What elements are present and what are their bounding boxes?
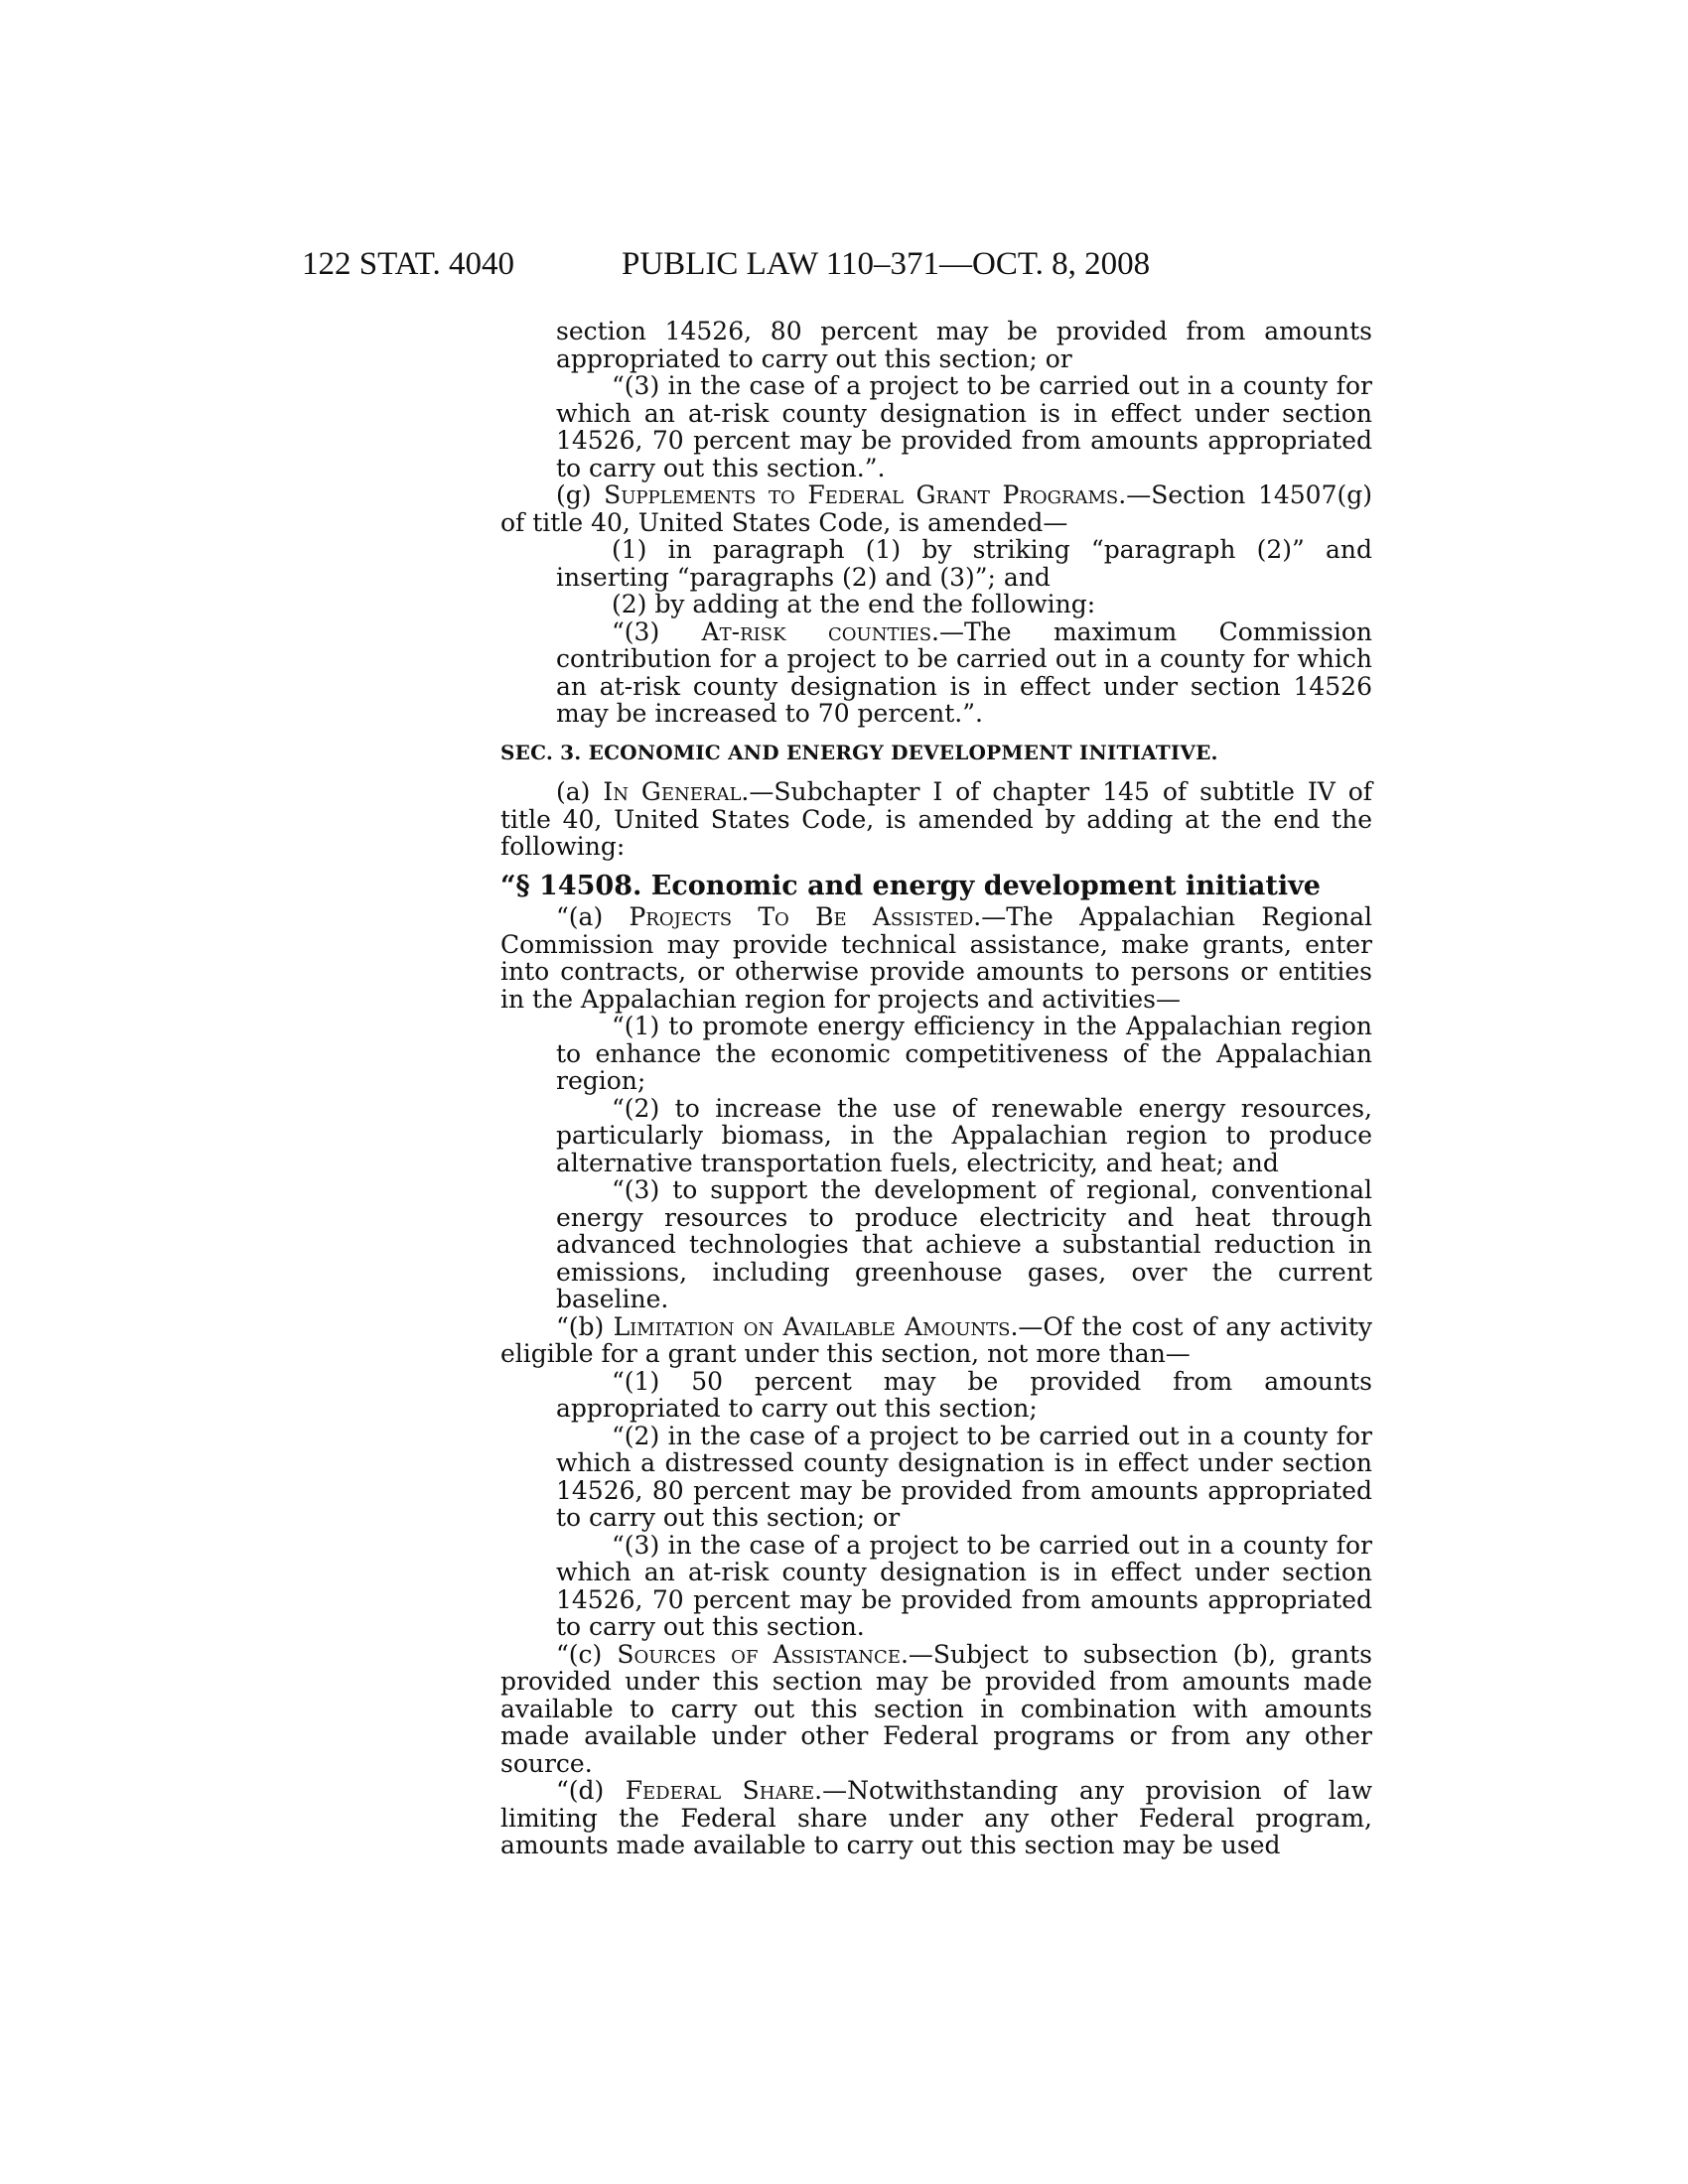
paragraph-g1: (1) in paragraph (1) by striking “paragraph (2)” and inserting “paragraphs (2) and (3)”; and xyxy=(556,535,1372,592)
subsection-14508-c xyxy=(500,1641,1372,1778)
subsection-14508-a-text: —The Appalachian Regional Commission may provide technical assistance, make grants, enter into contracts, or otherwise provide amounts to persons or entities in the Appalachian region for projects and activities— xyxy=(500,902,1373,1014)
subsection-a-text: —Subchapter I of chapter 145 of subtitle IV of title 40, United States Code, is amended by adding at the end the following: xyxy=(500,777,1372,861)
subsection-a-lead: (a) xyxy=(556,777,604,806)
subsection-14508-c-heading: Sources of Assistance. xyxy=(617,1639,909,1669)
section-3-heading: SEC. 3. ECONOMIC AND ENERGY DEVELOPMENT INITIATIVE. xyxy=(500,740,1218,764)
subsection-14508-d xyxy=(500,1777,1372,1859)
paragraph-a2: “(2) to increase the use of renewable energy resources, particularly biomass, in the Appalachian region to produce alternative transportation fuels, electricity, and heat; and xyxy=(556,1093,1372,1177)
subsection-g xyxy=(500,481,1372,536)
subsection-14508-b-lead: “(b) xyxy=(556,1311,614,1341)
subsection-g-lead: (g) xyxy=(556,480,605,509)
subsection-14508-a-lead: “(a) xyxy=(556,902,630,931)
subsection-14508-b-text: —Of the cost of any activity eligible for a grant under this section, not more than— xyxy=(500,1311,1373,1368)
subsection-14508-d-lead: “(d) xyxy=(556,1776,626,1805)
subsection-a xyxy=(500,778,1372,861)
document-body xyxy=(500,318,1372,1859)
subsection-g-heading: Supplements to Federal Grant Programs. xyxy=(604,480,1127,509)
subsection-14508-a-heading: Projects To Be Assisted. xyxy=(629,902,982,931)
subsection-14508-d-text: —Notwithstanding any provision of law limiting the Federal share under any other Federal program, amounts made available to carry out this section may be used xyxy=(500,1776,1372,1859)
subsection-g-text: —Section 14507(g) of title 40, United States Code, is amended— xyxy=(500,480,1372,537)
paragraph-g3-heading: At-risk counties. xyxy=(701,616,939,646)
section-14508-heading: “§ 14508. Economic and energy development initiative xyxy=(500,870,1321,901)
subsection-14508-c-text: —Subject to subsection (b), grants provided under this section may be provided from amounts made available to carry out this section in combination with amounts made available under other Federal programs or from any other source. xyxy=(500,1639,1372,1778)
subsection-14508-b-heading: Limitation on Available Amounts. xyxy=(613,1311,1019,1341)
paragraph-g3-text: —The maximum Commission contribution for a project to be carried out in a county for which an at-risk county designation is in effect under section 14526 may be increased to 70 percent.”. xyxy=(556,616,1373,728)
paragraph-continuation: section 14526, 80 percent may be provided from amounts appropriated to carry out this section; or xyxy=(556,317,1372,373)
subsection-14508-c-lead: “(c) xyxy=(556,1639,618,1669)
paragraph-b2: “(2) in the case of a project to be carried out in a county for which a distressed county designation is in effect under section 14526, 80 percent may be provided from amounts appropriated to carry out this section; or xyxy=(556,1421,1372,1532)
running-head: PUBLIC LAW 110–371—OCT. 8, 2008 xyxy=(622,246,1151,282)
paragraph-g2: (2) by adding at the end the following: xyxy=(612,590,1096,618)
subsection-a-heading: In General. xyxy=(603,777,750,806)
paragraph-g3-lead: “(3) xyxy=(612,616,702,646)
subsection-14508-a xyxy=(500,903,1372,1013)
paragraph-item-3: “(3) in the case of a project to be carried out in a county for which an at-risk county designation is in effect under section 14526, 70 percent may be provided from amounts appropriated to carry out this section.”. xyxy=(556,371,1372,482)
paragraph-b1: “(1) 50 percent may be provided from amounts appropriated to carry out this section; xyxy=(556,1366,1372,1423)
stat-citation: 122 STAT. 4040 xyxy=(302,246,515,282)
paragraph-a3: “(3) to support the development of regional, conventional energy resources to produce electricity and heat through advanced technologies that achieve a substantial reduction in emissions, including greenhouse gases, over the current baseline. xyxy=(556,1175,1372,1313)
page-header xyxy=(302,246,1688,286)
subsection-14508-d-heading: Federal Share. xyxy=(625,1776,823,1805)
paragraph-a1: “(1) to promote energy efficiency in the Appalachian region to enhance the economic competitiveness of the Appalachian region; xyxy=(556,1012,1372,1095)
paragraph-g3 xyxy=(500,618,1372,728)
subsection-14508-b xyxy=(500,1313,1372,1368)
paragraph-b3: “(3) in the case of a project to be carried out in a county for which an at-risk county designation is in effect under section 14526, 70 percent may be provided from amounts appropriated to carry out this section. xyxy=(556,1530,1372,1641)
